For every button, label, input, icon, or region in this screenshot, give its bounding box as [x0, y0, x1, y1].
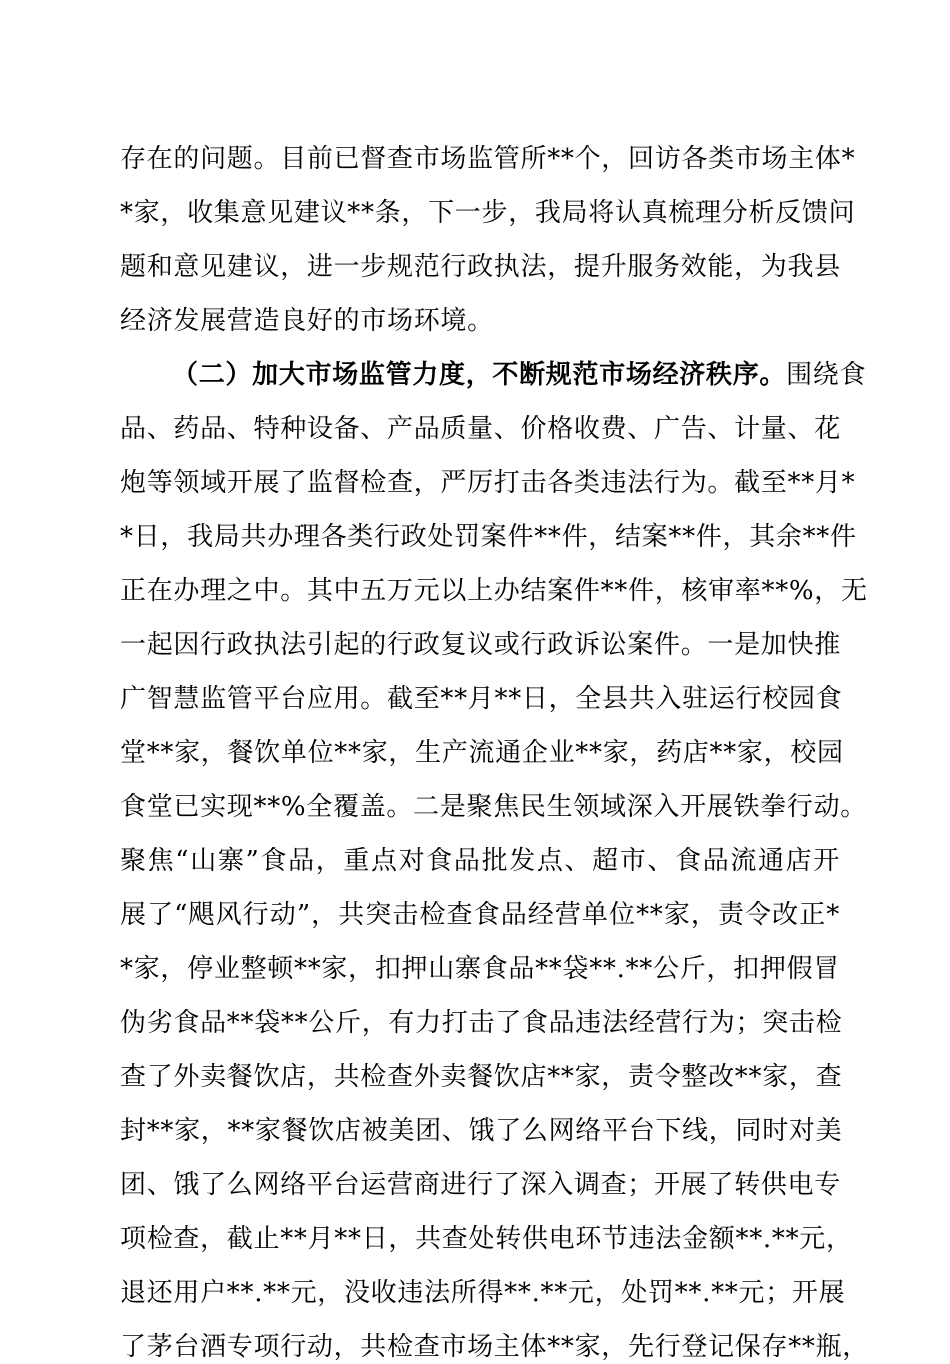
- text-line: 封**家，**家餐饮店被美团、饿了么网络平台下线，同时对美: [120, 1116, 843, 1146]
- text-line: 围绕食: [786, 360, 867, 390]
- text-line: 正在办理之中。其中五万元以上办结案件**件，核审率**%，无: [120, 576, 868, 606]
- section-heading-line: [172, 358, 867, 392]
- text-line: *家，收集意见建议**条，下一步，我局将认真梳理分析反馈问: [120, 198, 856, 228]
- text-line: 广智慧监管平台应用。截至**月**日，全县共入驻运行校园食: [120, 684, 843, 714]
- text-line: 展了“飓风行动”，共突击检查食品经营单位**家，责令改正*: [120, 900, 840, 930]
- text-line: 了茅台酒专项行动，共检查市场主体**家，先行登记保存**瓶，: [120, 1332, 870, 1362]
- text-line: 品、药品、特种设备、产品质量、价格收费、广告、计量、花: [120, 414, 841, 444]
- text-line: 堂**家，餐饮单位**家，生产流通企业**家，药店**家，校园: [120, 738, 844, 768]
- text-line: *家，停业整顿**家，扣押山寨食品**袋**.**公斤，扣押假冒: [120, 954, 840, 984]
- text-line: 存在的问题。目前已督查市场监管所**个，回访各类市场主体*: [120, 144, 856, 174]
- text-line: 退还用户**.**元，没收违法所得**.**元，处罚**.**元；开展: [120, 1278, 846, 1308]
- text-line: 查了外卖餐饮店，共检查外卖餐饮店**家，责令整改**家，查: [120, 1062, 843, 1092]
- section-heading: （二）加大市场监管力度，不断规范市场经济秩序。: [172, 360, 787, 390]
- text-line: 团、饿了么网络平台运营商进行了深入调查；开展了转供电专: [120, 1170, 841, 1200]
- text-line: 炮等领域开展了监督检查，严厉打击各类违法行为。截至**月*: [120, 468, 856, 498]
- text-line: 经济发展营造良好的市场环境。: [120, 306, 494, 336]
- text-line: 题和意见建议，进一步规范行政执法，提升服务效能，为我县: [120, 252, 841, 282]
- text-line: 聚焦“山寨”食品，重点对食品批发点、超市、食品流通店开: [120, 846, 840, 876]
- text-line: 食堂已实现**%全覆盖。二是聚焦民生领域深入开展铁拳行动。: [120, 792, 868, 822]
- text-line: *日，我局共办理各类行政处罚案件**件，结案**件，其余**件: [120, 522, 857, 552]
- text-line: 一起因行政执法引起的行政复议或行政诉讼案件。一是加快推: [120, 630, 841, 660]
- text-line: 伪劣食品**袋**公斤，有力打击了食品违法经营行为；突击检: [120, 1008, 843, 1038]
- text-line: 项检查，截止**月**日，共查处转供电环节违法金额**.**元，: [120, 1224, 853, 1254]
